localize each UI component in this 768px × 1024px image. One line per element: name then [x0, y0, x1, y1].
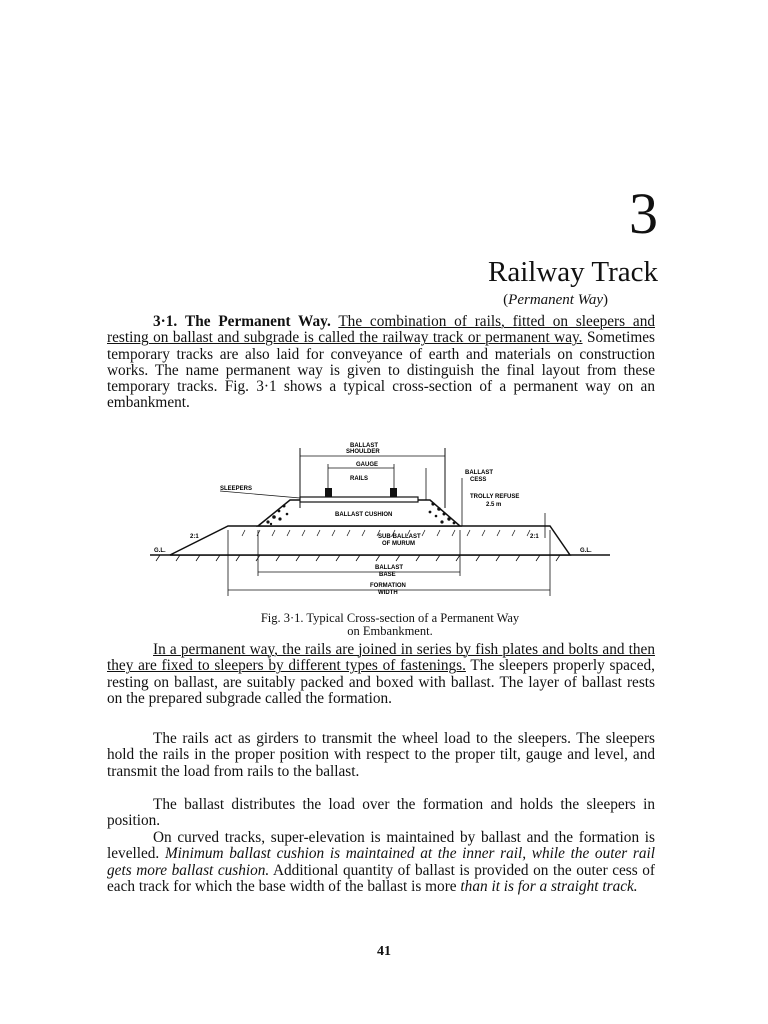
paragraph-1-sentence-2: The sleepers properly spaced, resting on ballast, are suitably packed and boxed with ballast. The layer of ballast rests on the prepared subgrade called the formation. [107, 657, 655, 707]
temporary-tracks-text: Sometimes temporary tracks are also laid for conveyance of earth and materials on construction works. The name permanent way is given to distinguish the final layout from these temporary tracks. [107, 329, 655, 396]
label-ballast-shoulder-1: BALLAST [350, 443, 378, 449]
left-rail [325, 488, 332, 497]
label-slope-right: 2:1 [530, 534, 539, 540]
chapter-title: Railway Track [488, 256, 658, 288]
paragraph-4-sentence-4: than it is for a straight track. [460, 877, 638, 895]
paragraph-4-sentence-1: On curved tracks, super-elevation is maintained by ballast and the formation is levelled. [107, 829, 655, 863]
figure-reference-text: Fig. 3·1 shows a typical cross-section of a permanent way on an embankment. [107, 378, 655, 412]
sleepers-leader [220, 491, 300, 498]
embankment [170, 526, 570, 555]
label-gauge: GAUGE [356, 462, 379, 468]
paragraph-3-text: The ballast distributes the load over the formation and holds the sleepers in position. [107, 796, 655, 830]
right-rail [390, 488, 397, 497]
label-ballast-base-2: BASE [379, 572, 396, 578]
label-refuse-width: 2.5 m [486, 502, 502, 508]
sleeper [300, 497, 418, 502]
label-slope-left: 2:1 [190, 534, 199, 540]
label-trolly-refuse: TROLLY REFUSE [470, 494, 520, 500]
label-sub-ballast-2: OF MURUM [382, 541, 415, 547]
label-formation-width-2: WIDTH [378, 590, 398, 596]
figure-caption-line-1: Fig. 3·1. Typical Cross-section of a Permanent Way [260, 611, 520, 625]
label-sleepers: SLEEPERS [220, 486, 253, 492]
label-ballast-cess-2: CESS [470, 477, 487, 483]
paragraph-ballast-distributes [107, 797, 655, 830]
paragraph-4-sentence-3: Additional quantity of ballast is provided on the outer cess of each track for which the base width of the ballast is more [107, 861, 656, 895]
section-number: 3·1. [153, 313, 178, 330]
label-ballast-shoulder-2: SHOULDER [346, 449, 380, 455]
figure-caption [200, 612, 580, 638]
label-gl-left: G.L. [154, 548, 166, 554]
label-ballast-cushion: BALLAST CUSHION [335, 512, 393, 518]
section-3-1-paragraph [107, 314, 655, 412]
label-ballast-cess-1: BALLAST [465, 470, 493, 476]
ground-hatching [156, 555, 560, 561]
chapter-number: 3 [629, 181, 658, 246]
paragraph-curved-tracks [107, 830, 655, 895]
cross-section-figure [150, 438, 610, 606]
section-heading: The Permanent Way. [185, 313, 331, 330]
paragraph-1-sentence-1: In a permanent way, the rails are joined in series by fish plates and bolts and then they are fixed to sleepers by different types of fastenings. [107, 641, 655, 675]
page-number: 41 [377, 944, 391, 959]
chapter-subtitle: (Permanent Way) [503, 292, 608, 308]
paragraph-2-text: The rails act as girders to transmit the wheel load to the sleepers. The sleepers hold the rails in the proper position with respect to the proper tilt, gauge and level, and transmit the load from rails to the ballast. [107, 730, 655, 780]
paragraph-4-sentence-2: Minimum ballast cushion is maintained at the inner rail, while the outer rail gets more ballast cushion. [107, 845, 656, 879]
paragraph-rails-girders [107, 731, 655, 780]
paragraph-rails-joined [107, 642, 655, 707]
chapter-subtitle-text: Permanent Way [508, 292, 603, 308]
label-gl-right: G.L. [580, 548, 592, 554]
label-ballast-base-1: BALLAST [375, 565, 403, 571]
figure-caption-line-2: on Embankment. [347, 624, 433, 638]
label-rails: RAILS [350, 476, 368, 482]
label-sub-ballast-1: SUB-BALLAST [378, 534, 421, 540]
definition-text: The combination of rails, fitted on sleepers and resting on ballast and subgrade is called the railway track or permanent way. [107, 313, 655, 347]
label-formation-width-1: FORMATION [370, 583, 406, 589]
